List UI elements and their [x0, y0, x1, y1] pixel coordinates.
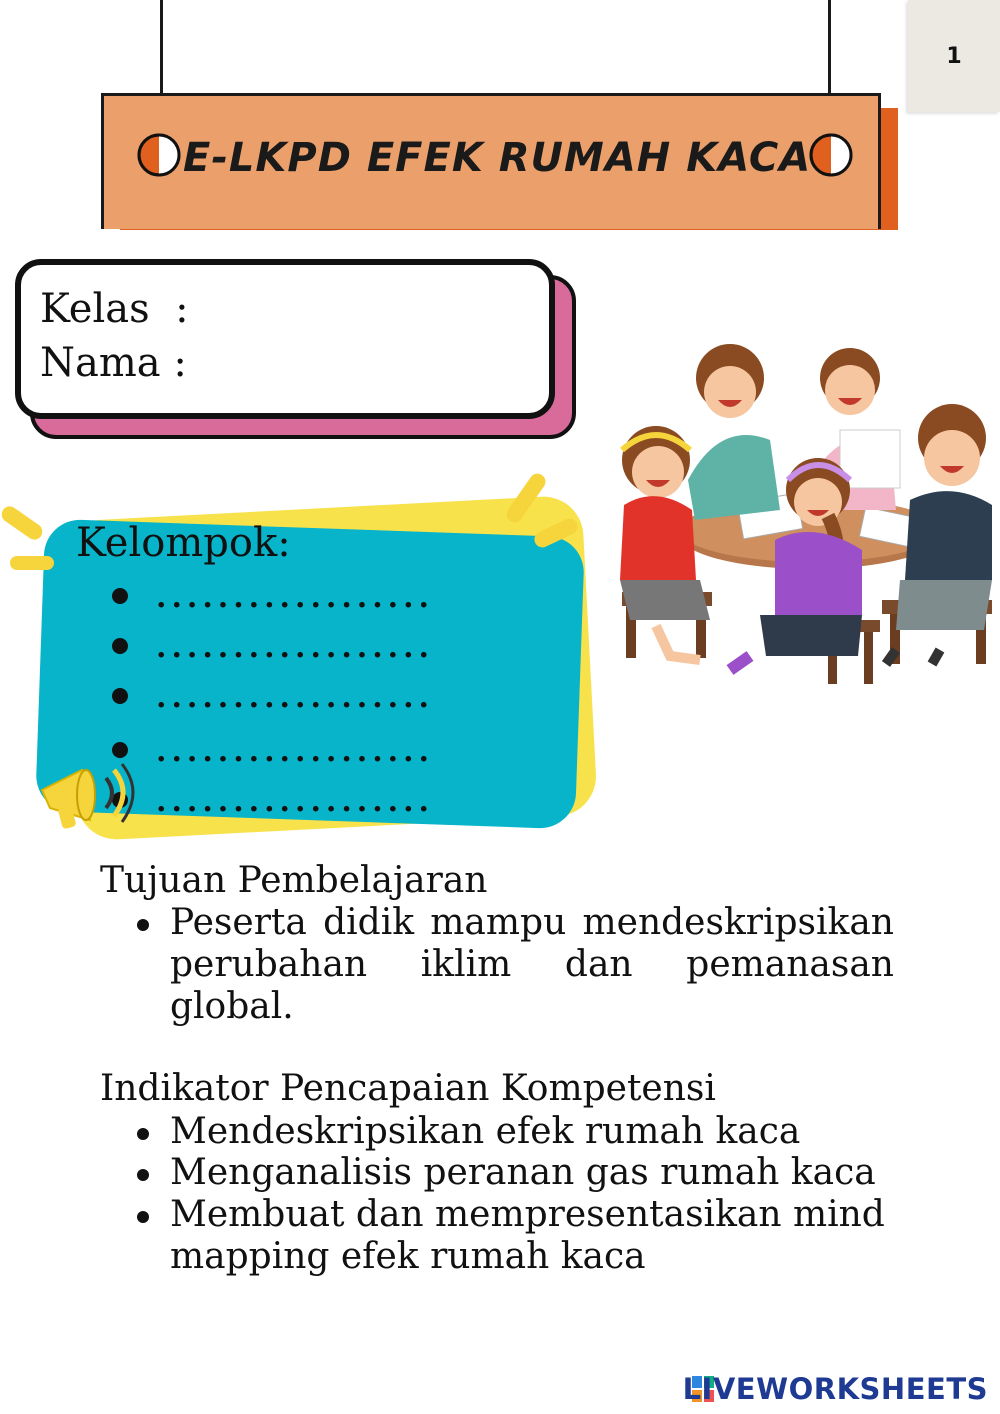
competency-heading: Indikator Pencapaian Kompetensi [100, 1068, 716, 1109]
sparkle-ray [0, 503, 45, 542]
page-number: 1 [946, 44, 962, 69]
identity-box [15, 259, 555, 419]
competency-item: Menganalisis peranan gas rumah kaca [170, 1152, 876, 1193]
page-title: E-LKPD EFEK RUMAH KACA [183, 135, 812, 181]
competency-bullet [137, 1211, 149, 1223]
competency-item: Mendeskripsikan efek rumah kaca [170, 1111, 801, 1152]
group-member-slot: .................. [156, 680, 434, 715]
group-member-slot: .................. [156, 784, 434, 819]
competency-bullet [137, 1169, 149, 1181]
group-bullet [112, 638, 128, 654]
competency-item: Membuat dan mempresentasikan mind mapping efek rumah kaca [170, 1194, 885, 1277]
group-member-slot: .................. [156, 734, 434, 769]
footer-brand: LIVEWORKSHEETS [682, 1372, 988, 1406]
learning-goal-heading: Tujuan Pembelajaran [100, 860, 488, 901]
group-member-slot: .................. [156, 630, 434, 665]
banner-hook-right-icon [806, 130, 856, 180]
group-bullet [112, 588, 128, 604]
class-label: Kelas : [40, 286, 189, 332]
group-bullet [112, 688, 128, 704]
banner-hook-left-icon [134, 130, 184, 180]
name-label: Nama : [40, 340, 187, 386]
competency-bullet [137, 1128, 149, 1140]
group-title: Kelompok: [76, 520, 291, 566]
sparkle-ray [10, 556, 54, 570]
megaphone-icon [30, 742, 140, 837]
learning-goal-bullet [137, 919, 149, 931]
children-studying-illustration [600, 330, 1000, 690]
learning-goal-item: Peserta didik mampu mendeskripsikan perubahan iklim dan pemanasan global. [170, 902, 894, 1027]
group-member-slot: .................. [156, 580, 434, 615]
